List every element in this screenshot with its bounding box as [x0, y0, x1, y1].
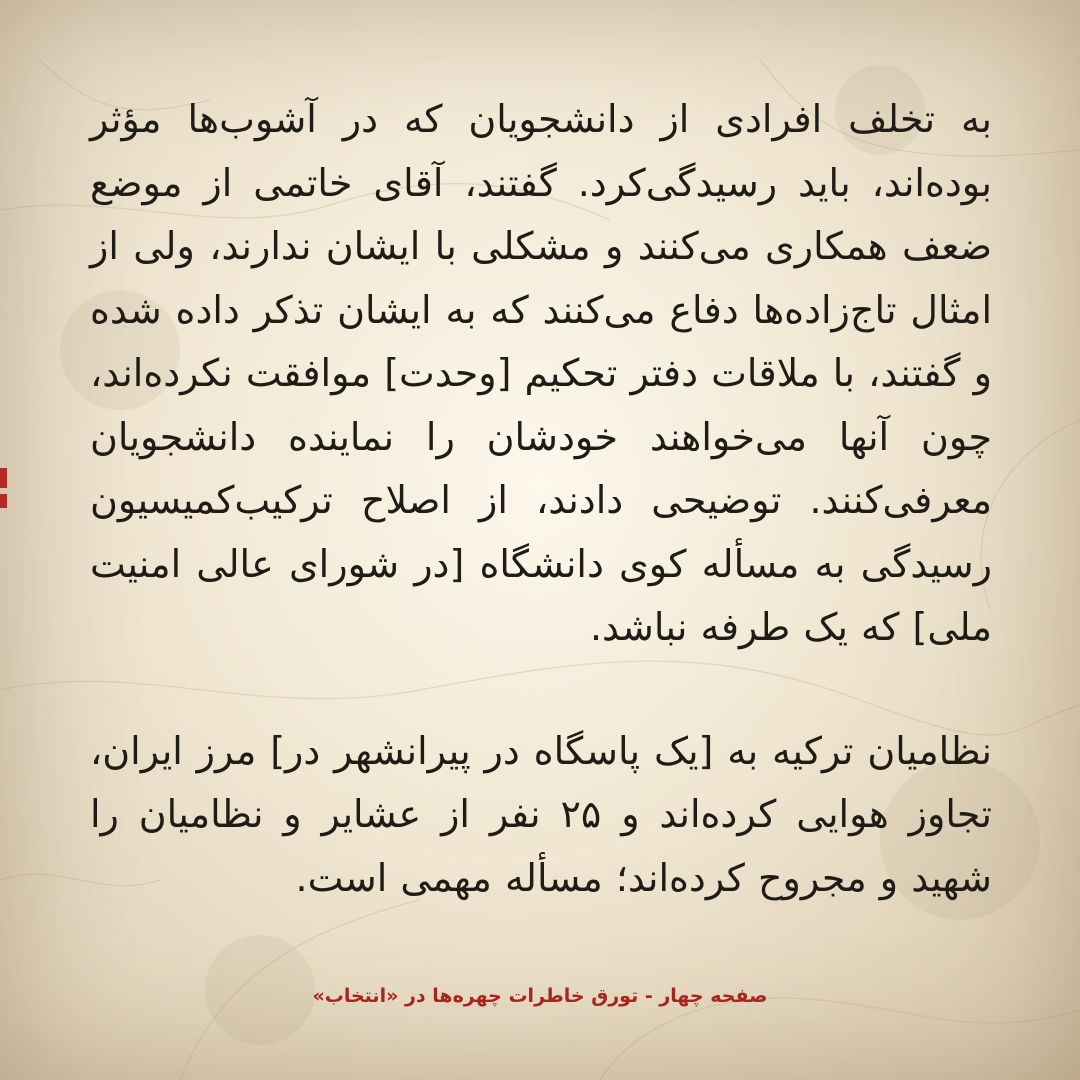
- edge-red-mark: [0, 494, 7, 508]
- page-footer: صفحه چهار - تورق خاطرات چهره‌ها در «انتخاب»: [312, 985, 768, 1007]
- edge-red-mark: [0, 468, 7, 488]
- paragraph-1: به تخلف افرادی از دانشجویان که در آشوب‌ها مؤثر بوده‌اند، باید رسیدگی‌کرد. گفتند، آقای خاتمی از موضع ضعف همکاری می‌کنند و مشکلی با ایشان ندارند، ولی از امثال تاج‌زاده‌ها دفاع می‌کنند که به ایشان تذکر داده شده و گفتند، با ملاقات دفتر تحکیم [وحدت] موافقت نکرده‌اند، چون آنها می‌خواهند خودشان را نماینده دانشجویان معرفی‌کنند. توضیحی دادند، از اصلاح ترکیب‌کمیسیون رسیدگی به مسأله کوی دانشگاه [در شورای عالی امنیت ملی] که یک طرفه نباشد.: [90, 97, 992, 649]
- article-body: [90, 88, 992, 910]
- paragraph-2: نظامیان ترکیه به [یک پاسگاه در پیرانشهر در] مرز ایران، تجاوز هوایی کرده‌اند و ۲۵ نفر از عشایر و نظامیان را شهید و مجروح کرده‌اند؛ مسأله مهمی است.: [90, 728, 993, 900]
